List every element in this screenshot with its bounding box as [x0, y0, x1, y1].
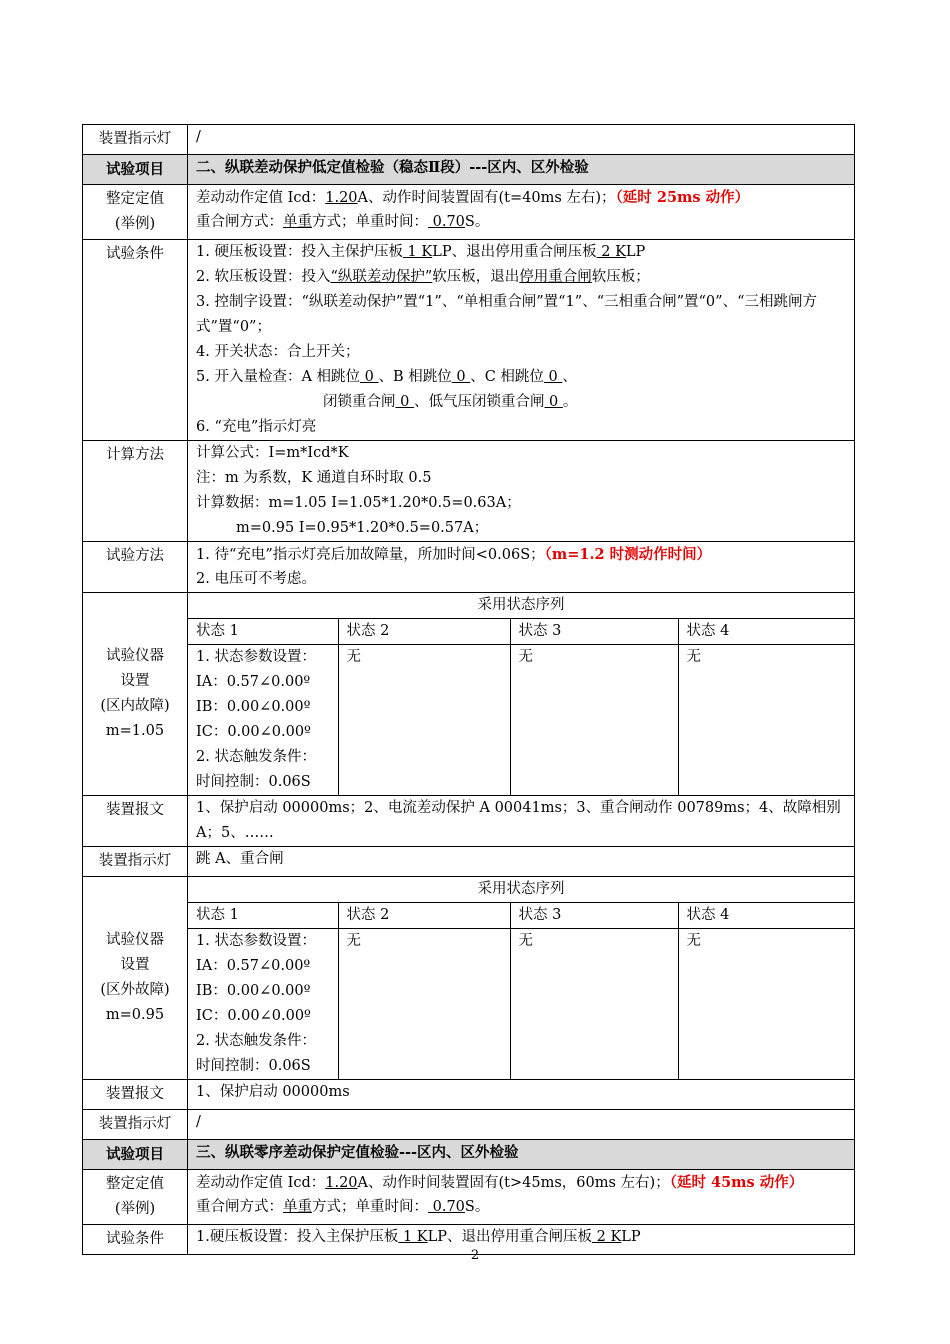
device-report: 1、保护启动 00000ms；2、电流差动保护 A 00041ms；3、重合闸动作 00789ms；4、故障相别 A；5、……	[196, 800, 841, 841]
state-3-params: 无	[510, 645, 678, 796]
table-row	[83, 441, 855, 542]
row-label: 试验项目	[106, 161, 164, 178]
table-row	[83, 125, 855, 155]
state-header: 状态 4	[678, 619, 854, 645]
table-row	[83, 1110, 855, 1140]
table-row	[83, 593, 855, 796]
row-label: 装置指示灯	[98, 131, 172, 147]
delay-note: （延时 45ms 动作）	[669, 1174, 804, 1191]
row-label: 装置报文	[106, 1086, 164, 1102]
state-4-params: 无	[678, 645, 854, 796]
table-row	[83, 847, 855, 877]
calculation-method: 计算公式：I=m*Icd*K 注：m 为系数，K 通道自环时取 0.5 计算数据：m=1.05 I=1.05*1.20*0.5=0.63A； m=0.95 I=0.95*1.20*0.5=0.57A；	[196, 445, 521, 536]
timing-note: （m=1.2 时测动作时间）	[544, 546, 712, 563]
page-number: 2	[470, 1248, 480, 1263]
section-header-row	[83, 1140, 855, 1170]
row-label: 装置报文	[106, 802, 164, 818]
row-label: 试验仪器 设置 (区内故障) m=1.05	[100, 648, 170, 739]
test-method: 1. 待“充电”指示灯亮后加故障量，所加时间<0.06S；（m=1.2 时测动作时间） 2. 电压可不考虑。	[196, 546, 712, 587]
state-1-params: 1. 状态参数设置： IA：0.57∠0.00º IB：0.00∠0.00º IC：0.00∠0.00º 2. 状态触发条件： 时间控制：0.06S	[188, 929, 338, 1080]
table-row	[83, 796, 855, 847]
table-row	[83, 1080, 855, 1110]
row-label: 试验方法	[106, 548, 164, 564]
indicator-value: /	[196, 1114, 201, 1130]
row-label: 整定定值 (举例)	[106, 1176, 164, 1217]
state-header: 状态 4	[678, 903, 854, 929]
sequence-title: 采用状态序列	[188, 877, 854, 903]
state-2-params: 无	[338, 929, 510, 1080]
state-sequence-table	[188, 593, 854, 795]
device-report: 1、保护启动 00000ms	[196, 1084, 350, 1100]
table-row	[83, 185, 855, 240]
table-row	[83, 240, 855, 441]
state-4-params: 无	[678, 929, 854, 1080]
state-sequence-table	[188, 877, 854, 1079]
table-row	[83, 542, 855, 593]
test-conditions: 1. 硬压板设置：投入主保护压板 1 KLP、退出停用重合闸压板 2 KLP 2. 软压板设置：投入“纵联差动保护”软压板，退出停用重合闸软压板； 3. 控制字设置：“纵联差动保护”置“1”、“单相重合闸”置“1”、“三相重合闸”置“0”、“三相跳闸方式”置“0”； 4. 开关状态：合上开关； 5. 开入量检查：A 相跳位 0 、B 相跳位 0 、C 相跳位 0 、 闭锁重合闸 0 、低气压闭锁重合闸 0 。 6. “充电”指示灯亮	[196, 244, 817, 435]
row-label: 计算方法	[106, 447, 164, 463]
row-label: 整定定值 (举例)	[106, 191, 164, 232]
row-label: 试验条件	[106, 246, 164, 262]
state-1-params: 1. 状态参数设置： IA：0.57∠0.00º IB：0.00∠0.00º IC：0.00∠0.00º 2. 状态触发条件： 时间控制：0.06S	[188, 645, 338, 796]
indicator-value: /	[196, 129, 201, 145]
state-header: 状态 3	[510, 903, 678, 929]
state-header: 状态 1	[188, 619, 338, 645]
indicator-value: 跳 A、重合闸	[196, 851, 284, 867]
row-label: 试验项目	[106, 1146, 164, 1163]
state-2-params: 无	[338, 645, 510, 796]
row-label: 装置指示灯	[98, 853, 172, 869]
section-title: 二、纵联差动保护低定值检验（稳态Ⅱ段）---区内、区外检验	[196, 159, 589, 176]
state-header: 状态 1	[188, 903, 338, 929]
sequence-title: 采用状态序列	[188, 593, 854, 619]
state-header: 状态 2	[338, 903, 510, 929]
delay-note: （延时 25ms 动作）	[615, 189, 750, 206]
table-row	[83, 1170, 855, 1225]
setting-values: 差动动作定值 Icd：1.20A、动作时间装置固有(t=40ms 左右)；（延时 25ms 动作） 重合闸方式：单重方式；单重时间： 0.70S。	[196, 189, 750, 230]
state-3-params: 无	[510, 929, 678, 1080]
section-header-row	[83, 155, 855, 185]
test-conditions: 1.硬压板设置：投入主保护压板 1 KLP、退出停用重合闸压板 2 KLP	[196, 1229, 641, 1245]
test-record-table	[82, 124, 855, 1255]
setting-values: 差动动作定值 Icd：1.20A、动作时间装置固有(t>45ms，60ms 左右)；（延时 45ms 动作） 重合闸方式：单重方式；单重时间： 0.70S。	[196, 1174, 804, 1215]
state-header: 状态 3	[510, 619, 678, 645]
table-row	[83, 877, 855, 1080]
row-label: 试验仪器 设置 (区外故障) m=0.95	[100, 932, 170, 1023]
row-label: 试验条件	[106, 1231, 164, 1247]
row-label: 装置指示灯	[98, 1116, 172, 1132]
section-title: 三、纵联零序差动保护定值检验---区内、区外检验	[196, 1144, 519, 1161]
state-header: 状态 2	[338, 619, 510, 645]
